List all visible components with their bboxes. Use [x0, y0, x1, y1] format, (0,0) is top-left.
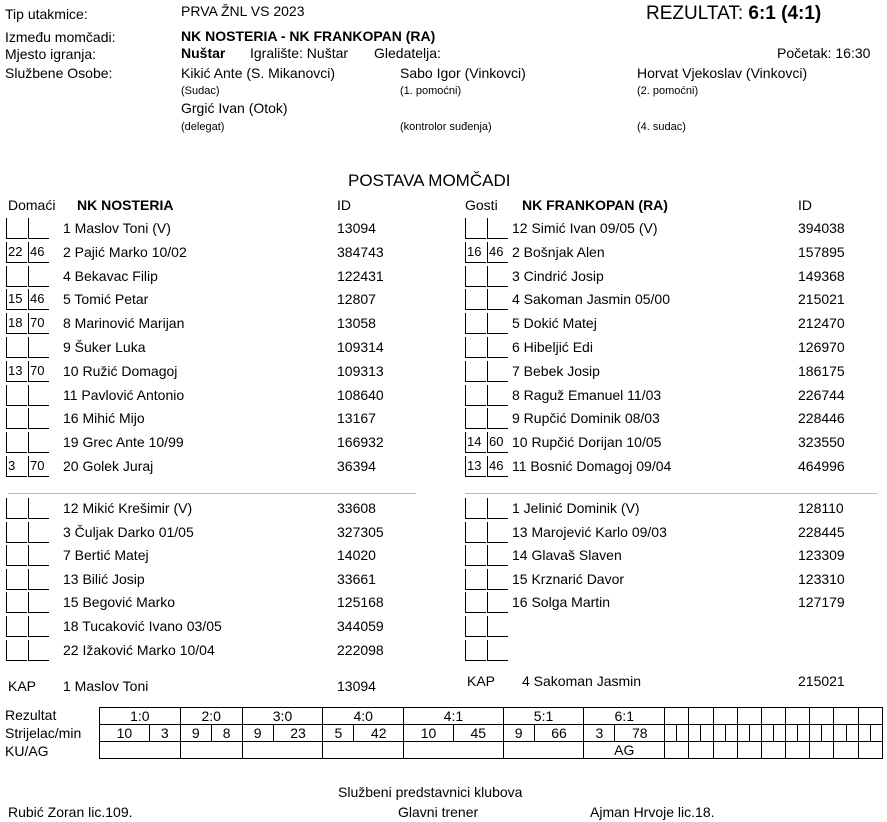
official-name: Kikić Ante (S. Mikanovci)	[181, 65, 336, 81]
player-id: 109313	[337, 362, 384, 379]
sub-box-min: 46	[487, 456, 508, 477]
sub-box-in	[6, 616, 27, 637]
score-cell	[713, 708, 737, 725]
scorer-cell	[773, 725, 785, 742]
scorer-cell: 9	[180, 725, 211, 742]
player-id: 344059	[337, 618, 384, 634]
player-name: 2 Bošnjak Alen	[512, 243, 605, 260]
kuag-label: KU/AG	[5, 743, 49, 759]
sub-box-in	[465, 545, 486, 566]
scorer-cell	[810, 725, 822, 742]
player-id: 222098	[337, 641, 384, 658]
scorer-cell: 8	[211, 725, 242, 742]
player-name: 10 Rupčić Dorijan 10/05	[512, 434, 662, 451]
player-id: 13167	[337, 410, 376, 427]
sub-box-min: 46	[28, 242, 49, 263]
scorer-cell	[786, 725, 798, 742]
venue-label: Mjesto igranja:	[5, 46, 97, 62]
kuag-cell	[834, 742, 858, 759]
sub-box-min	[28, 337, 49, 358]
player-name: 8 Marinović Marijan	[63, 315, 185, 332]
player-id: 384743	[337, 243, 384, 260]
home-kap-label: KAP	[8, 678, 37, 694]
away-captain-id: 215021	[798, 673, 845, 689]
player-name: 9 Rupčić Dominik 08/03	[512, 410, 660, 427]
between-teams: NK NOSTERIA - NK FRANKOPAN (RA)	[181, 28, 436, 44]
player-name: 15 Begović Marko	[63, 594, 176, 611]
kuag-cell	[689, 742, 713, 759]
score-cell: 5:1	[503, 708, 584, 725]
sub-box-min	[487, 218, 508, 239]
player-id: 149368	[798, 267, 845, 284]
player-name: 6 Hibeljić Edi	[512, 339, 593, 355]
scorer-cell: 45	[453, 725, 503, 742]
sub-box-in	[6, 385, 27, 406]
player-id: 122431	[337, 267, 384, 284]
kuag-cell	[180, 742, 242, 759]
kuag-cell	[503, 742, 584, 759]
away-kap-label: KAP	[467, 673, 496, 689]
sub-box-min	[28, 498, 49, 519]
player-id: 123309	[798, 547, 845, 564]
scorer-cell: 9	[242, 725, 273, 742]
player-name: 1 Jelinić Dominik (V)	[512, 500, 640, 516]
official-role: (1. pomoćni)	[400, 85, 462, 97]
sub-box-min	[28, 266, 49, 287]
kuag-cell	[100, 742, 181, 759]
player-name: 5 Dokić Matej	[512, 315, 597, 332]
sub-box-min	[487, 522, 508, 543]
scorer-cell: 3	[584, 725, 615, 742]
sub-box-min	[487, 361, 508, 382]
sub-box-in	[6, 432, 27, 453]
away-team: NK FRANKOPAN (RA)	[522, 197, 668, 213]
scorer-cell	[689, 725, 701, 742]
official-name: Horvat Vjekoslav (Vinkovci)	[637, 65, 808, 81]
sub-box-min: 46	[487, 242, 508, 263]
sub-box-min	[487, 266, 508, 287]
kuag-cell	[323, 742, 404, 759]
player-name: 1 Maslov Toni (V)	[63, 220, 171, 236]
player-id: 12807	[337, 291, 376, 308]
score-cell: 6:1	[584, 708, 665, 725]
away-representative: Ajman Hrvoje lic.18.	[590, 804, 715, 820]
sub-box-in: 14	[465, 432, 486, 453]
scorer-cell: 78	[615, 725, 665, 742]
player-name: 12 Mikić Krešimir (V)	[63, 500, 193, 516]
scorer-cell	[834, 725, 846, 742]
player-id: 327305	[337, 523, 384, 540]
home-representative: Rubić Zoran lic.109.	[8, 804, 133, 820]
sub-box-min	[28, 640, 49, 661]
kuag-cell	[761, 742, 785, 759]
scorer-cell: 10	[100, 725, 150, 742]
player-name: 7 Bertić Matej	[63, 547, 149, 564]
scorer-cell	[713, 725, 725, 742]
score-cell: 1:0	[100, 708, 181, 725]
score-cell	[689, 708, 713, 725]
player-name: 22 Ižaković Marko 10/04	[63, 641, 215, 658]
sub-box-in	[465, 569, 486, 590]
player-id: 123310	[798, 570, 845, 587]
score-cell	[810, 708, 834, 725]
player-id: 157895	[798, 243, 845, 260]
strijelac-label: Strijelac/min	[5, 725, 82, 741]
player-name: 13 Bilić Josip	[63, 570, 145, 587]
sub-box-in	[6, 218, 27, 239]
kuag-cell	[810, 742, 834, 759]
scorer-cell	[761, 725, 773, 742]
sub-box-in	[6, 592, 27, 613]
sub-box-min	[487, 498, 508, 519]
sub-box-min	[487, 289, 508, 310]
kuag-cell	[713, 742, 737, 759]
sub-box-in	[465, 218, 486, 239]
score-cell: 3:0	[242, 708, 323, 725]
scorer-cell: 5	[323, 725, 354, 742]
away-id-label: ID	[798, 197, 812, 213]
scorer-cell	[798, 725, 810, 742]
player-name: 12 Simić Ivan 09/05 (V)	[512, 220, 658, 236]
score-cell	[834, 708, 858, 725]
home-captain: 1 Maslov Toni	[63, 678, 149, 694]
sub-box-min	[487, 385, 508, 406]
sub-box-in	[6, 522, 27, 543]
sub-box-in: 13	[6, 361, 27, 382]
sub-box-in	[465, 266, 486, 287]
sub-box-min	[487, 408, 508, 429]
venue: Nuštar	[181, 45, 226, 61]
player-id: 166932	[337, 434, 384, 451]
scorer-cell	[737, 725, 749, 742]
sub-box-in: 18	[6, 313, 27, 334]
sub-box-in	[465, 592, 486, 613]
start-time: Početak: 16:30	[777, 45, 871, 61]
player-name: 16 Mihić Mijo	[63, 410, 145, 427]
player-name: 20 Golek Juraj	[63, 458, 154, 474]
player-id: 464996	[798, 458, 845, 474]
player-id: 126970	[798, 339, 845, 355]
officials-label: Službene Osobe:	[5, 65, 113, 81]
sub-box-in	[6, 545, 27, 566]
scorer-cell	[725, 725, 737, 742]
kuag-cell	[858, 742, 882, 759]
kuag-cell	[242, 742, 323, 759]
match-type-label: Tip utakmice:	[5, 6, 88, 22]
scorer-cell	[665, 725, 677, 742]
scorer-cell	[701, 725, 713, 742]
sub-box-in	[465, 289, 486, 310]
sub-box-in	[465, 361, 486, 382]
player-id: 226744	[798, 386, 845, 403]
sub-box-in	[6, 569, 27, 590]
scorer-cell	[870, 725, 882, 742]
sub-box-in	[465, 616, 486, 637]
ground: Igralište: Nuštar	[250, 45, 349, 61]
scorer-cell	[749, 725, 761, 742]
sub-box-min	[28, 616, 49, 637]
sub-box-min	[28, 522, 49, 543]
result-value: 6:1 (4:1)	[748, 3, 822, 24]
sub-box-in	[465, 337, 486, 358]
sub-box-min	[28, 218, 49, 239]
sub-box-in	[465, 385, 486, 406]
official-role: (Sudac)	[181, 85, 220, 97]
player-name: 5 Tomić Petar	[63, 291, 149, 308]
official-role: (4. sudac)	[637, 121, 686, 133]
results-table	[99, 707, 883, 759]
score-cell: 4:1	[404, 708, 504, 725]
result-label: REZULTAT: 6:1 (4:1)	[646, 3, 822, 24]
sub-box-in	[6, 640, 27, 661]
rezultat-label: Rezultat	[5, 707, 57, 723]
sub-box-in: 16	[465, 242, 486, 263]
player-id: 394038	[798, 220, 845, 236]
player-id: 125168	[337, 594, 384, 611]
sub-box-min	[487, 337, 508, 358]
player-id: 323550	[798, 434, 845, 451]
player-name: 9 Šuker Luka	[63, 339, 146, 355]
player-id: 228445	[798, 523, 845, 540]
sub-box-min	[487, 640, 508, 661]
player-id: 128110	[798, 500, 844, 516]
sub-box-in	[465, 498, 486, 519]
sub-box-in	[6, 498, 27, 519]
sub-box-in: 15	[6, 289, 27, 310]
sub-box-min	[487, 592, 508, 613]
player-name: 4 Bekavac Filip	[63, 267, 158, 284]
player-id: 13058	[337, 315, 376, 332]
score-cell	[761, 708, 785, 725]
sub-box-in: 13	[465, 456, 486, 477]
sub-box-min	[487, 616, 508, 637]
score-cell	[665, 708, 689, 725]
player-name: 18 Tucaković Ivano 03/05	[63, 618, 222, 634]
sub-box-min	[28, 592, 49, 613]
player-name: 11 Bosnić Domagoj 09/04	[512, 458, 672, 474]
official-role: (2. pomoćni)	[637, 85, 699, 97]
home-team: NK NOSTERIA	[77, 197, 174, 213]
scorer-cell	[846, 725, 858, 742]
player-id: 33608	[337, 500, 376, 516]
player-name: 11 Pavlović Antonio	[63, 386, 185, 403]
sub-box-min	[28, 385, 49, 406]
score-cell	[737, 708, 761, 725]
sub-box-in: 22	[6, 242, 27, 263]
match-type: PRVA ŽNL VS 2023	[181, 3, 305, 19]
sub-box-min	[28, 569, 49, 590]
score-cell	[786, 708, 810, 725]
sub-box-in	[465, 408, 486, 429]
lineup-title: POSTAVA MOMČADI	[348, 171, 511, 190]
kuag-cell: AG	[584, 742, 665, 759]
score-cell	[858, 708, 882, 725]
official-role: (kontrolor suđenja)	[400, 121, 492, 133]
player-id: 108640	[337, 386, 384, 403]
sub-box-min: 46	[28, 289, 49, 310]
scorer-cell: 9	[503, 725, 534, 742]
sub-box-in	[465, 313, 486, 334]
player-id: 14020	[337, 547, 376, 564]
scorer-cell: 23	[273, 725, 323, 742]
player-name: 16 Solga Martin	[512, 594, 611, 611]
sub-box-min	[487, 569, 508, 590]
player-name: 10 Ružić Domagoj	[63, 362, 178, 379]
sub-box-min: 70	[28, 456, 49, 477]
sub-box-in	[6, 408, 27, 429]
kuag-cell	[404, 742, 504, 759]
sub-box-in: 3	[6, 456, 27, 477]
player-name: 3 Cindrić Josip	[512, 267, 604, 284]
footer-title: Službeni predstavnici klubova	[338, 784, 523, 800]
official-role: (delegat)	[181, 121, 225, 133]
score-cell: 2:0	[180, 708, 242, 725]
player-id: 33661	[337, 570, 376, 587]
sub-box-min	[28, 408, 49, 429]
scorer-cell	[858, 725, 870, 742]
official-name: Sabo Igor (Vinkovci)	[400, 65, 526, 81]
player-name: 8 Raguž Emanuel 11/03	[512, 386, 662, 403]
away-divider	[465, 493, 877, 494]
scorer-cell	[677, 725, 689, 742]
kuag-cell	[737, 742, 761, 759]
between-label: Između momčadi:	[5, 29, 116, 45]
scorer-cell: 10	[404, 725, 454, 742]
sub-box-min	[487, 545, 508, 566]
sub-box-in	[6, 337, 27, 358]
player-id: 127179	[798, 594, 845, 611]
player-name: 7 Bebek Josip	[512, 362, 600, 379]
player-name: 19 Grec Ante 10/99	[63, 434, 184, 451]
spectators: Gledatelja:	[374, 45, 441, 61]
player-id: 36394	[337, 458, 376, 474]
kuag-cell	[665, 742, 689, 759]
home-id-label: ID	[337, 197, 351, 213]
official-name: Grgić Ivan (Otok)	[181, 100, 288, 116]
player-name: 13 Marojević Karlo 09/03	[512, 523, 667, 540]
sub-box-in	[6, 266, 27, 287]
sub-box-min	[28, 432, 49, 453]
away-label: Gosti	[465, 197, 498, 213]
sub-box-min	[487, 313, 508, 334]
score-cell: 4:0	[323, 708, 404, 725]
away-captain: 4 Sakoman Jasmin	[522, 673, 642, 689]
representative-role: Glavni trener	[398, 804, 479, 820]
home-captain-id: 13094	[337, 678, 376, 694]
scorer-cell: 42	[354, 725, 404, 742]
sub-box-min	[28, 545, 49, 566]
sub-box-min: 60	[487, 432, 508, 453]
player-id: 186175	[798, 362, 845, 379]
player-name: 14 Glavaš Slaven	[512, 547, 622, 564]
player-id: 228446	[798, 410, 845, 427]
scorer-cell: 66	[534, 725, 584, 742]
player-id: 13094	[337, 220, 376, 236]
scorer-cell	[822, 725, 834, 742]
sub-box-min: 70	[28, 313, 49, 334]
player-name: 3 Čuljak Darko 01/05	[63, 523, 194, 540]
scorer-cell: 3	[149, 725, 180, 742]
home-label: Domaći	[8, 197, 56, 213]
kuag-cell	[786, 742, 810, 759]
sub-box-in	[465, 640, 486, 661]
player-name: 15 Krznarić Davor	[512, 570, 625, 587]
player-id: 215021	[798, 291, 845, 308]
player-name: 4 Sakoman Jasmin 05/00	[512, 291, 670, 308]
player-name: 2 Pajić Marko 10/02	[63, 243, 187, 260]
player-id: 212470	[798, 315, 845, 332]
sub-box-in	[465, 522, 486, 543]
player-id: 109314	[337, 339, 384, 355]
sub-box-min: 70	[28, 361, 49, 382]
home-divider	[8, 493, 416, 494]
